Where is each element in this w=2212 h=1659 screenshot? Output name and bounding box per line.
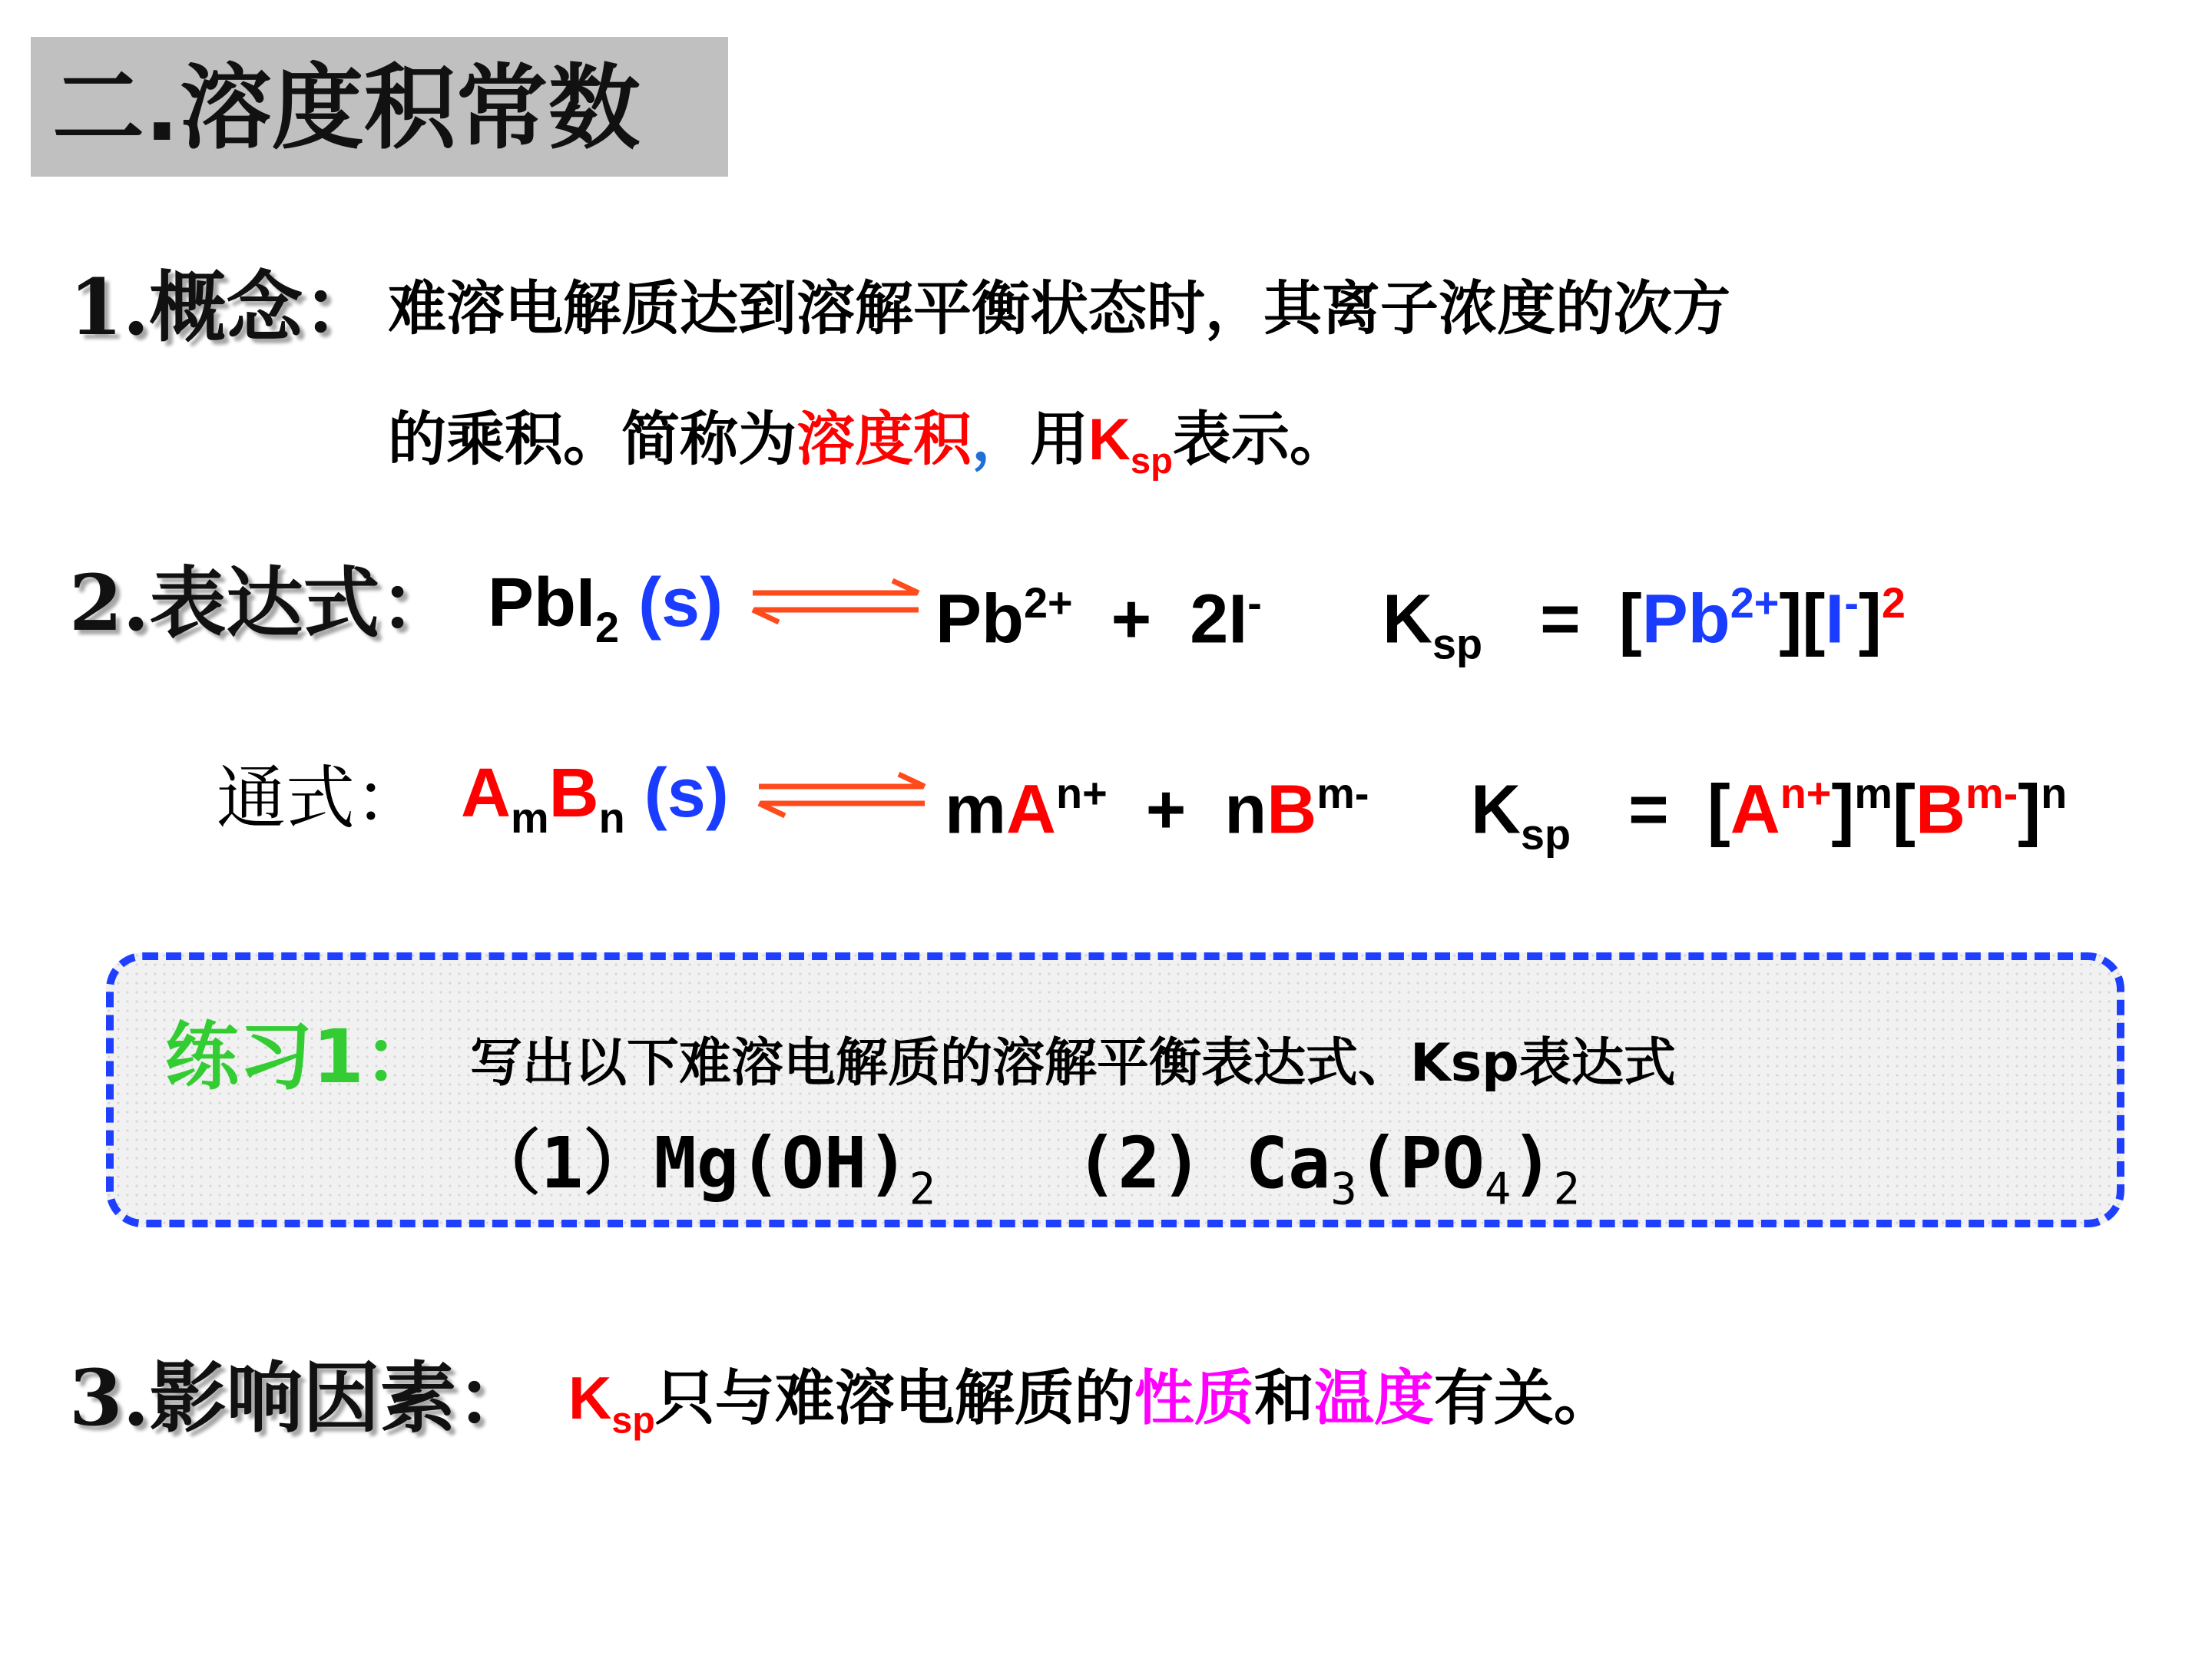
concept-label: 1.概念： (69, 262, 380, 353)
concept-text-c: 表示。 (1172, 405, 1348, 473)
factors-ksp: $K_{sp}$ (568, 1364, 655, 1442)
general-reactant: $A_mB_n$ (s) (461, 755, 729, 843)
expression-ksp: $K_{sp}$ = $[Pb^{2+}][I^-]^2$ (1382, 578, 1906, 668)
practice-label: 练习1： (165, 1014, 438, 1100)
concept-line-1: 难溶电解质达到溶解平衡状态时，其离子浓度的次方 (388, 274, 1730, 343)
concept-line-2 (388, 401, 1348, 499)
expression-products: $Pb^{2+} + 2I^-$ (935, 578, 1262, 658)
concept-comma: ， (972, 405, 1030, 473)
equilibrium-arrow-icon (747, 576, 925, 630)
general-equilibrium-arrow-icon (753, 770, 931, 823)
expression-reactant: PbI$_2$ (s) (488, 565, 724, 652)
practice-item-1: $(1)Mg(OH)_2$ (470, 1122, 936, 1215)
factors-label: 3.影响因素： (69, 1353, 534, 1443)
expression-state: (s) (638, 565, 724, 641)
practice-instruction: 写出以下难溶电解质的溶解平衡表达式、Ksp表达式 (470, 1033, 1676, 1094)
concept-text-b: 用 (1030, 405, 1088, 473)
factors-property: 性质 (1134, 1363, 1254, 1433)
expression-label: 2.表达式： (69, 558, 457, 648)
general-products: $mA^{n+} + nB^{m-}$ (945, 769, 1369, 849)
section-title: 二.溶度积常数 (52, 55, 641, 162)
general-state: (s) (644, 755, 729, 832)
general-label: 通式： (217, 758, 424, 839)
concept-term: 溶度积 (796, 405, 972, 473)
practice-item-2: (2) $Ca_3(PO_4)_2$ (1075, 1122, 1580, 1215)
factors-temperature: 温度 (1313, 1363, 1434, 1433)
factors-text: $K_{sp}$只与难溶电解质的性质和温度有关。 (568, 1363, 1614, 1442)
concept-text-a: 的乘积。简称为 (388, 405, 796, 473)
concept-ksp: $K_{sp}$ (1088, 407, 1173, 481)
general-ksp: $K_{sp}$ = $[A^{n+}]^m[B^{m-}]^n$ (1471, 769, 2068, 859)
